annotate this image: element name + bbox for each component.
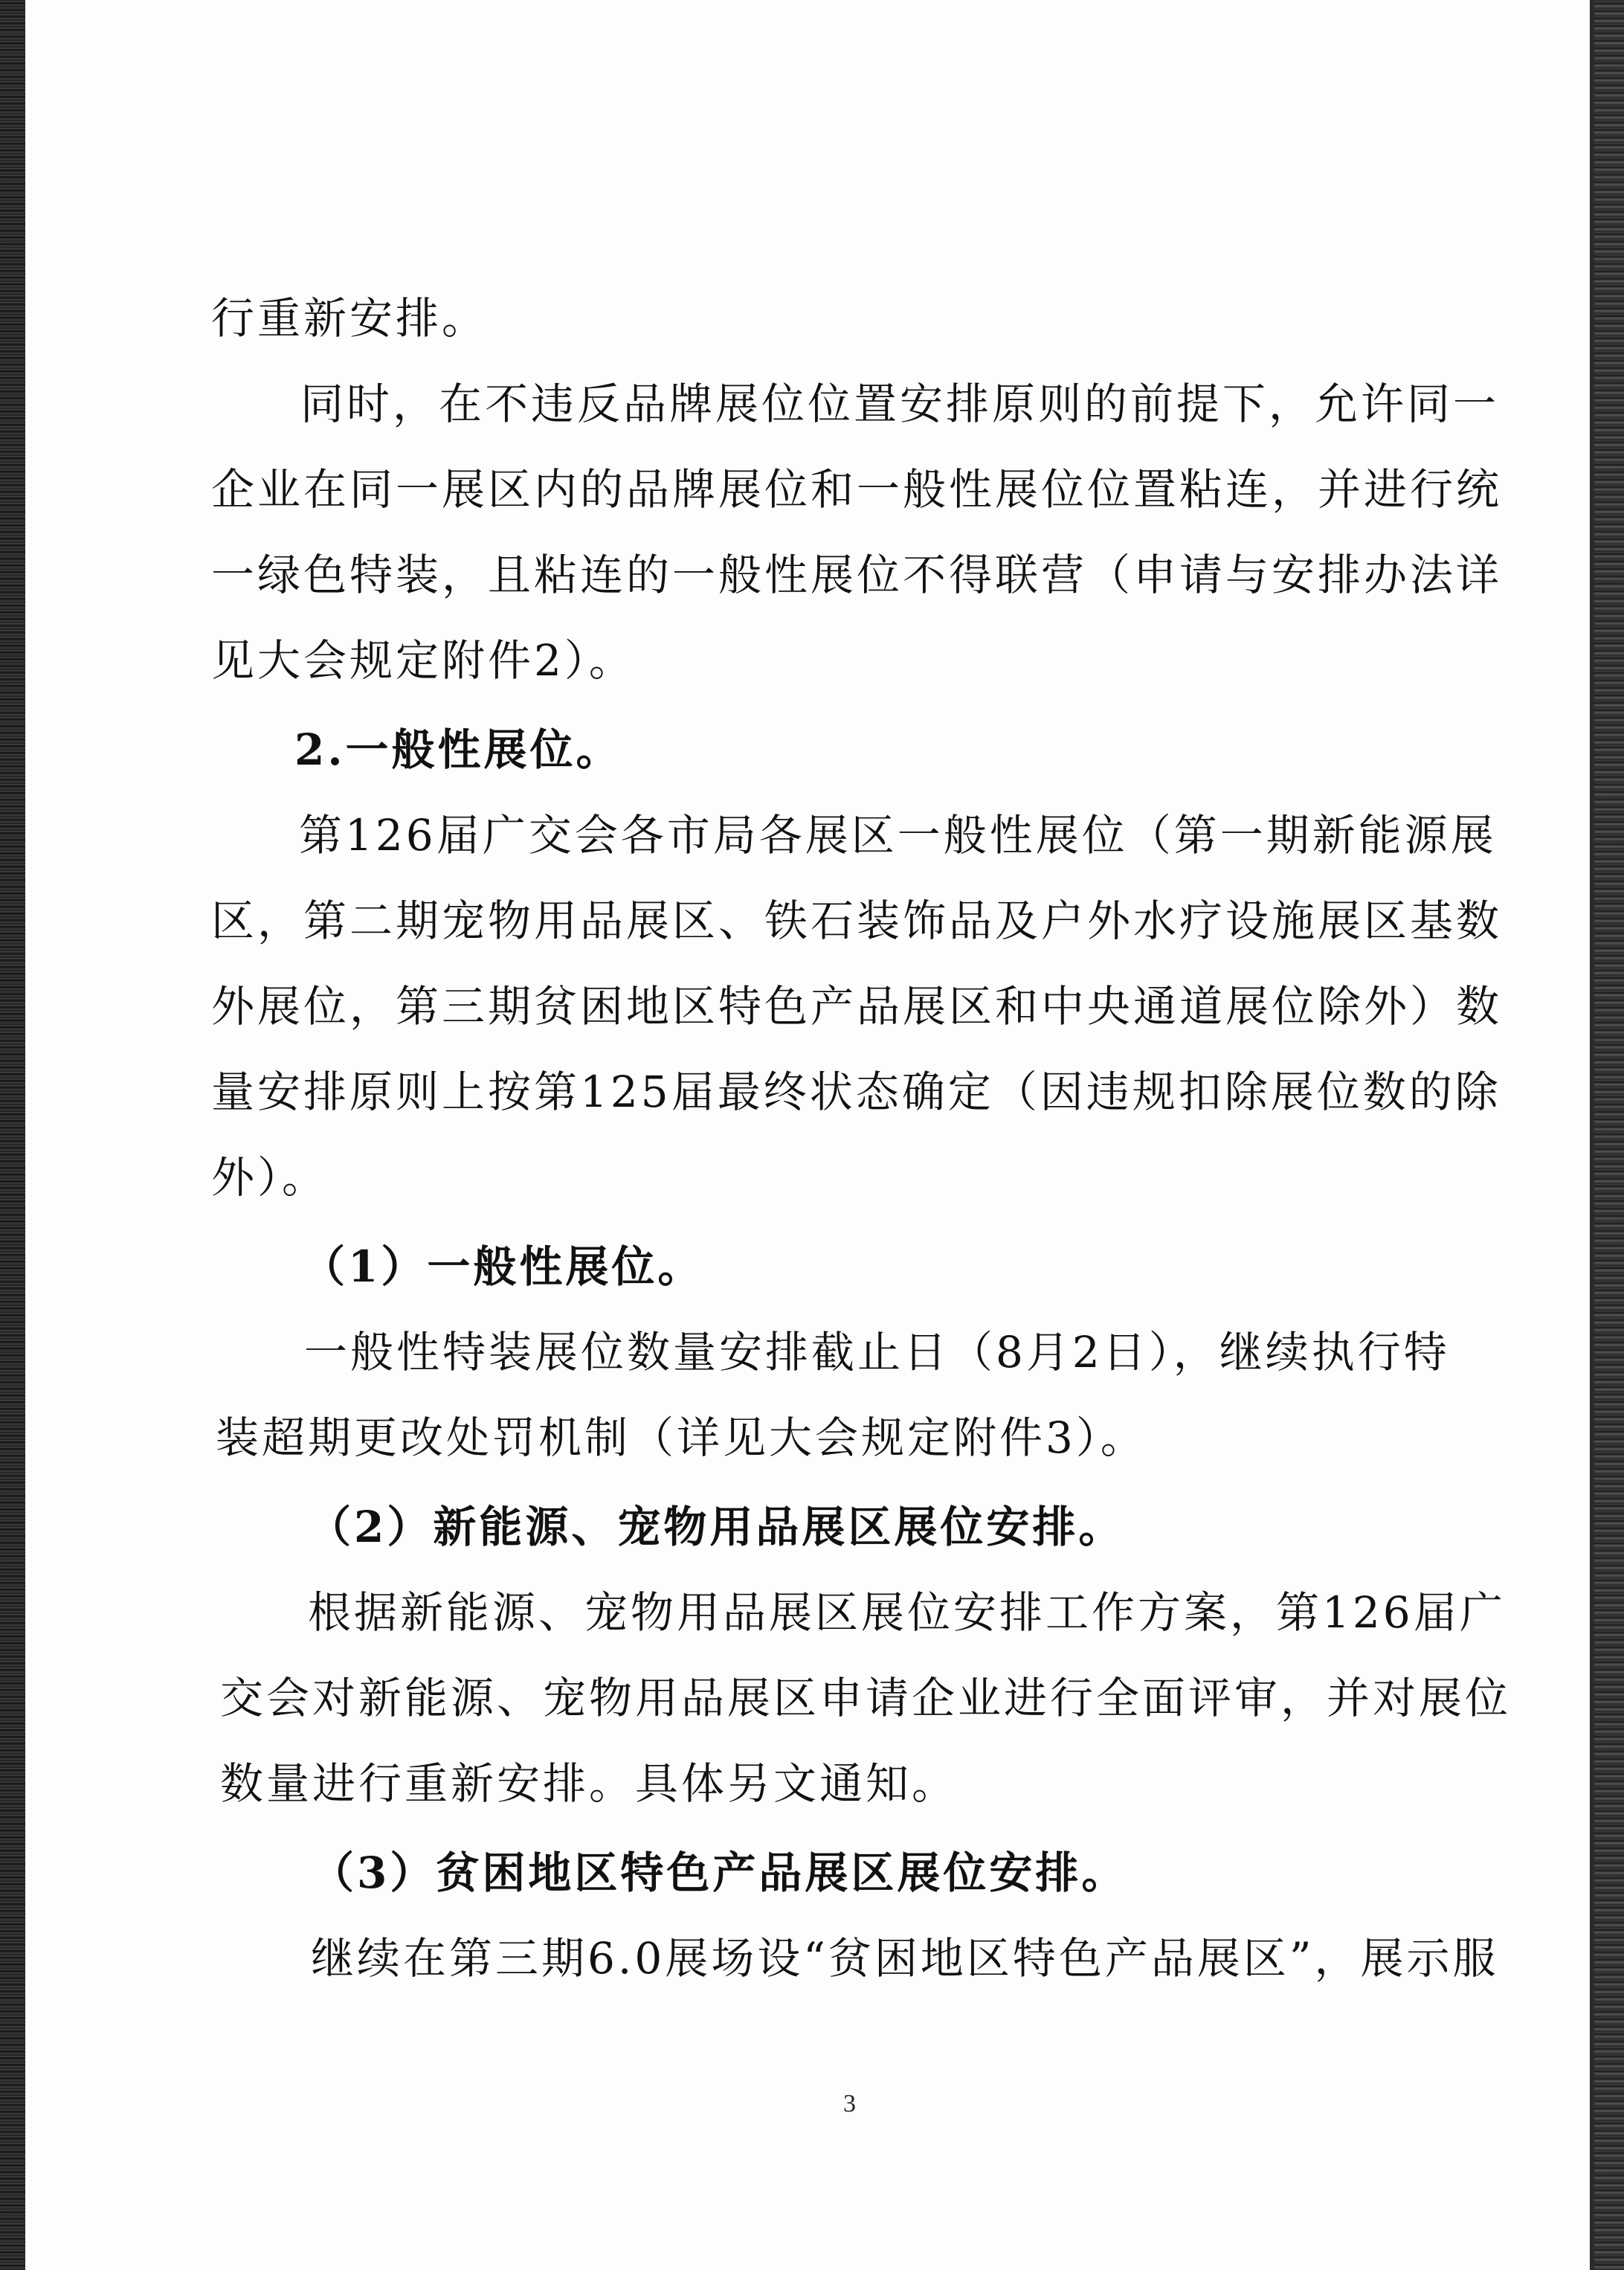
text-line-3: 企业在同一展区内的品牌展位和一般性展位位置粘连，并进行统: [211, 464, 1503, 515]
text-line-20: 继续在第三期6.0展场设“贫困地区特色产品展区”，展示服: [311, 1933, 1499, 1984]
subheading-2: （2）新能源、宠物用品展区展位安排。: [308, 1502, 1125, 1552]
text-line-1: 行重新安排。: [211, 293, 489, 344]
text-line-7: 第126届广交会各市局各展区一般性展位（第一期新能源展: [299, 810, 1497, 861]
text-line-14: 装超期更改处罚机制（详见大会规定附件3）。: [216, 1412, 1147, 1463]
page-number: 3: [843, 2090, 856, 2118]
document-page: [25, 0, 1590, 2270]
text-line-4: 一绿色特装，且粘连的一般性展位不得联营（申请与安排办法详: [211, 550, 1503, 600]
section-heading-2: 2.一般性展位。: [294, 724, 622, 775]
text-line-17: 交会对新能源、宠物用品展区申请企业进行全面评审，并对展位: [220, 1673, 1512, 1723]
text-line-13: 一般性特装展位数量安排截止日（8月2日），继续执行特: [304, 1327, 1450, 1377]
scan-edge-right: [1594, 0, 1624, 2270]
text-line-16: 根据新能源、宠物用品展区展位安排工作方案，第126届广: [308, 1587, 1506, 1638]
subheading-3: （3）贫困地区特色产品展区展位安排。: [311, 1848, 1128, 1898]
subheading-1: （1）一般性展位。: [302, 1241, 704, 1292]
text-line-8: 区，第二期宠物用品展区、铁石装饰品及户外水疗设施展区基数: [211, 896, 1503, 946]
text-line-10: 量安排原则上按第125届最终状态确定（因违规扣除展位数的除: [211, 1067, 1501, 1117]
text-line-11: 外）。: [211, 1152, 329, 1203]
text-line-18: 数量进行重新安排。具体另文通知。: [220, 1758, 958, 1809]
text-line-5: 见大会规定附件2）。: [211, 635, 635, 686]
text-line-2: 同时，在不违反品牌展位位置安排原则的前提下，允许同一: [300, 379, 1500, 429]
text-line-9: 外展位，第三期贫困地区特色产品展区和中央通道展位除外）数: [211, 981, 1503, 1032]
